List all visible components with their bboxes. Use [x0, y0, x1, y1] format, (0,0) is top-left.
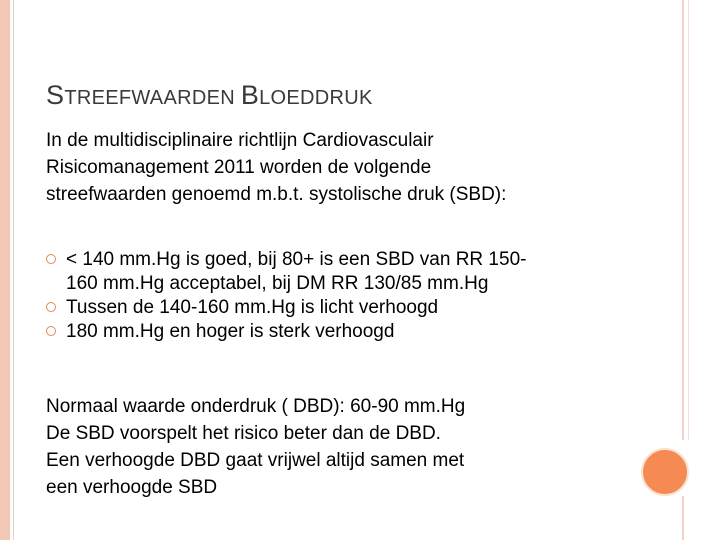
bullet-circle-icon [46, 254, 56, 264]
bullet-circle-icon [46, 326, 56, 336]
bullet-item [46, 248, 646, 296]
left-border-line [13, 0, 14, 540]
bullet-list [46, 248, 646, 344]
bullet-text: 180 mm.Hg en hoger is sterk verhoogd [66, 321, 395, 342]
title-initial-b: B [240, 80, 260, 110]
left-border-stripe [0, 0, 10, 540]
bullet-text: Tussen de 140-160 mm.Hg is licht verhoogd [66, 297, 439, 318]
outro-line: Een verhoogde DBD gaat vrijwel altijd samen met [46, 450, 465, 471]
intro-paragraph [46, 127, 646, 208]
outro-paragraph [46, 393, 646, 501]
slide-title [46, 80, 373, 111]
decorative-circle-icon [641, 448, 689, 496]
right-border-line-inner [688, 0, 689, 440]
bullet-item [46, 296, 646, 320]
intro-line: streefwaarden genoemd m.b.t. systolische druk (SBD): [46, 184, 507, 205]
outro-line: een verhoogde SBD [46, 477, 218, 498]
right-border-line [682, 0, 684, 440]
right-border-line-bottom [682, 496, 684, 540]
bullet-text: < 140 mm.Hg is goed, bij 80+ is een SBD van RR 150- [66, 249, 527, 270]
title-part-1: TREEFWAARDEN [64, 87, 241, 109]
outro-line: Normaal waarde onderdruk ( DBD): 60-90 mm.Hg [46, 396, 466, 417]
bullet-circle-icon [46, 302, 56, 312]
intro-line: In de multidisciplinaire richtlijn Cardiovasculair [46, 130, 434, 151]
title-initial-s: S [46, 80, 65, 110]
outro-line: De SBD voorspelt het risico beter dan de DBD. [46, 423, 441, 444]
bullet-item [46, 320, 646, 344]
title-part-2: LOEDDRUK [259, 87, 373, 109]
intro-line: Risicomanagement 2011 worden de volgende [46, 157, 432, 178]
bullet-text: 160 mm.Hg acceptabel, bij DM RR 130/85 mm.Hg [66, 273, 489, 294]
